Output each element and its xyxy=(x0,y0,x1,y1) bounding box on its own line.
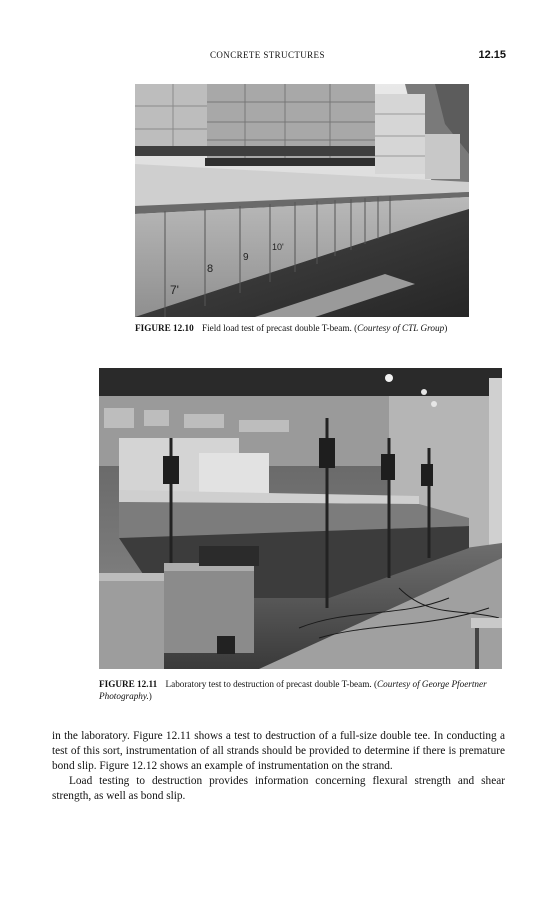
figure-12-11-photo xyxy=(99,368,502,669)
figure-12-10-photo xyxy=(135,84,469,317)
body-paragraph: in the laboratory. Figure 12.11 shows a test to destruction of a full-size double tee. In conducting a test of this sort, instrumentation of all strands should be provided to determine if there is premature bond slip. Figure 12.12 shows an example of instrumentation on the strand. xyxy=(52,730,505,772)
beam-mark-label: 8 xyxy=(207,263,214,275)
caption-credit: Courtesy of CTL Group xyxy=(357,323,445,333)
running-head xyxy=(0,50,555,64)
beam-mark-label: 9 xyxy=(243,252,249,263)
body-text xyxy=(52,729,505,804)
figure-12-11-caption xyxy=(99,678,509,702)
caption-text: Field load test of precast double T-beam. xyxy=(202,323,352,333)
caption-text: Laboratory test to destruction of precast double T-beam. xyxy=(165,679,372,689)
page-number: 12.15 xyxy=(478,49,506,61)
credit-open-paren: ( xyxy=(373,679,378,689)
credit-open-paren: ( xyxy=(354,323,358,333)
figure-label: FIGURE 12.11 xyxy=(99,679,158,689)
credit-close-paren: ) xyxy=(148,691,152,701)
beam-mark-label: 10' xyxy=(272,242,284,252)
beam-mark-label: 7' xyxy=(170,283,179,297)
body-paragraph: Load testing to destruction provides information concerning flexural strength and shear strength, as well as bond slip. xyxy=(52,774,505,802)
credit-close-paren: ) xyxy=(444,323,448,333)
figure-12-10-caption xyxy=(135,322,480,334)
figure-label: FIGURE 12.10 xyxy=(135,323,194,333)
caption-credit: Courtesy of George Pfoertner Photography. xyxy=(99,679,487,701)
running-title: CONCRETE STRUCTURES xyxy=(210,50,325,60)
